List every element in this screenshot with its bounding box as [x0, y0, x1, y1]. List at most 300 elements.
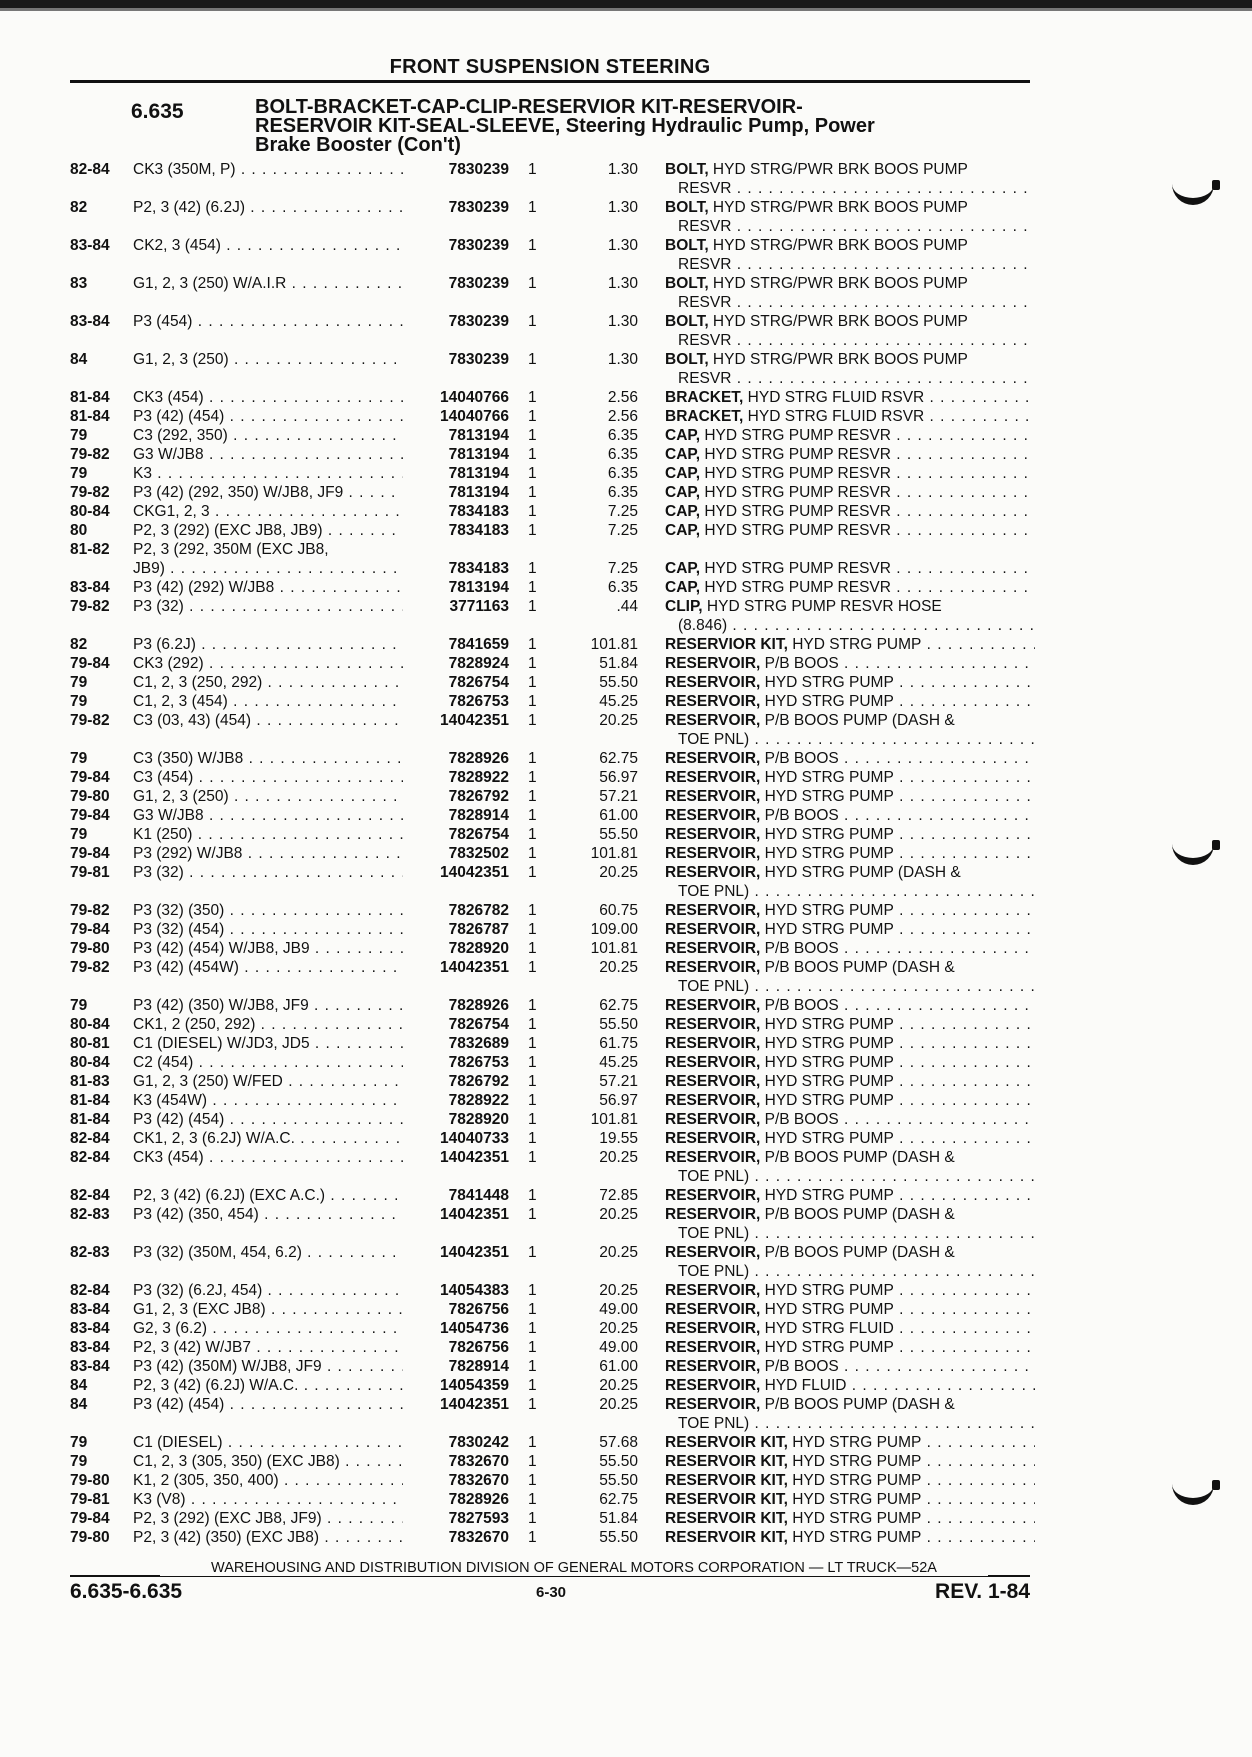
- part-number: 7828920: [448, 940, 509, 957]
- model-application: G1, 2, 3 (250) W/FED . . .: [133, 1072, 403, 1091]
- table-row: [0, 1281, 1252, 1300]
- group-description-line: BOLT-BRACKET-CAP-CLIP-RESERVIOR KIT-RESERVOIR-: [255, 96, 803, 118]
- price: 1.30: [607, 351, 638, 368]
- part-description-detail: HYD STRG FLUID RSVR: [743, 408, 925, 425]
- quantity: 1: [528, 693, 537, 710]
- model-year: 84: [70, 1396, 88, 1413]
- model-application: G1, 2, 3 (250) . . .: [133, 787, 403, 806]
- table-row: [0, 673, 1252, 692]
- quantity: 1: [528, 1244, 537, 1261]
- model-year: 79-82: [70, 959, 110, 976]
- part-description-detail: HYD STRG PUMP: [760, 1301, 894, 1318]
- model-year: 79-84: [70, 769, 110, 786]
- part-description-detail: HYD STRG PUMP: [760, 693, 894, 710]
- part-number: 7830242: [448, 1434, 509, 1451]
- table-row: [0, 1034, 1252, 1053]
- model-application: C1, 2, 3 (454) . . .: [133, 692, 403, 711]
- part-description-detail: HYD STRG PUMP RESVR HOSE: [702, 598, 942, 615]
- quantity: 1: [528, 484, 537, 501]
- price: 6.35: [607, 427, 638, 444]
- table-row: [0, 1205, 1252, 1243]
- part-description-detail: P/B BOOS PUMP (DASH &: [760, 1244, 955, 1261]
- price: 55.50: [599, 1453, 638, 1470]
- table-row: [0, 1509, 1252, 1528]
- quantity: 1: [528, 465, 537, 482]
- part-description-noun: CLIP,: [665, 598, 703, 615]
- model-year: 82: [70, 199, 88, 216]
- quantity: 1: [528, 351, 537, 368]
- model-year: 82-84: [70, 1149, 110, 1166]
- part-description-noun: RESERVOIR KIT,: [665, 1472, 788, 1489]
- model-year: 80-84: [70, 1016, 110, 1033]
- part-description-continued: TOE PNL) . . .: [678, 1262, 1035, 1281]
- part-number: 7828914: [448, 807, 509, 824]
- model-year: 82-84: [70, 1187, 110, 1204]
- part-description-detail: HYD STRG PUMP: [760, 902, 894, 919]
- quantity: 1: [528, 1377, 537, 1394]
- part-description: [665, 502, 1035, 521]
- model-application: G3 W/JB8 . . .: [133, 445, 403, 464]
- part-description: [665, 1357, 1035, 1376]
- model-year: 79-82: [70, 902, 110, 919]
- part-number: 7826792: [448, 788, 509, 805]
- model-year: 79-80: [70, 940, 110, 957]
- section-title: FRONT SUSPENSION STEERING: [389, 56, 711, 78]
- quantity: 1: [528, 161, 537, 178]
- part-description-noun: BOLT,: [665, 199, 709, 216]
- model-application: K3 (454W) . . .: [133, 1091, 403, 1110]
- price: 45.25: [599, 1054, 638, 1071]
- part-description-noun: BRACKET,: [665, 389, 744, 406]
- part-description-noun: RESERVOIR,: [665, 807, 761, 824]
- part-description-noun: BOLT,: [665, 351, 709, 368]
- part-description: [665, 1243, 1035, 1262]
- part-description-noun: CAP,: [665, 484, 701, 501]
- model-year: 81-83: [70, 1073, 110, 1090]
- model-year: 83-84: [70, 1339, 110, 1356]
- part-description-detail: HYD STRG PUMP: [760, 826, 894, 843]
- part-description-noun: CAP,: [665, 522, 701, 539]
- quantity: 1: [528, 313, 537, 330]
- quantity: 1: [528, 845, 537, 862]
- quantity: 1: [528, 1282, 537, 1299]
- part-description-detail: HYD STRG PUMP: [787, 636, 922, 653]
- part-description-continued: (8.846) . . .: [678, 616, 1035, 635]
- quantity: 1: [528, 1149, 537, 1166]
- part-description-noun: RESERVOIR KIT,: [665, 1453, 788, 1470]
- part-description-continued: TOE PNL) . . .: [678, 730, 1035, 749]
- part-description: [665, 1091, 1035, 1110]
- part-description-detail: HYD STRG PUMP: [760, 1016, 894, 1033]
- part-number: 7841659: [448, 636, 509, 653]
- part-description-noun: RESERVOIR,: [665, 1092, 761, 1109]
- model-application: P3 (32) (454) . . .: [133, 920, 403, 939]
- quantity: 1: [528, 427, 537, 444]
- part-number: 7828926: [448, 997, 509, 1014]
- group-description: [255, 98, 1015, 155]
- model-year: 83-84: [70, 237, 110, 254]
- model-year: 79: [70, 1434, 88, 1451]
- table-row: [0, 1110, 1252, 1129]
- part-description: [665, 521, 1035, 540]
- model-application: CK1, 2, 3 (6.2J) W/A.C. . . .: [133, 1129, 403, 1148]
- table-row: [0, 578, 1252, 597]
- price: 61.00: [599, 1358, 638, 1375]
- price: 57.68: [599, 1434, 638, 1451]
- part-description-noun: RESERVOIR,: [665, 845, 761, 862]
- model-application: K1 (250) . . .: [133, 825, 403, 844]
- price: 61.75: [599, 1035, 638, 1052]
- part-number: 14054359: [440, 1377, 509, 1394]
- part-description-noun: BOLT,: [665, 313, 709, 330]
- quantity: 1: [528, 807, 537, 824]
- part-number: 14040733: [440, 1130, 509, 1147]
- quantity: 1: [528, 1529, 537, 1546]
- model-year: 79: [70, 997, 88, 1014]
- price: 55.50: [599, 1472, 638, 1489]
- price: 20.25: [599, 1320, 638, 1337]
- table-row: [0, 426, 1252, 445]
- quantity: 1: [528, 750, 537, 767]
- part-description: [665, 844, 1035, 863]
- binder-clip-icon: [1170, 840, 1220, 866]
- parts-list: [0, 160, 1252, 1547]
- part-description: [665, 198, 1035, 217]
- part-description-detail: P/B BOOS: [760, 1358, 839, 1375]
- part-description-detail: HYD STRG PUMP: [760, 1073, 894, 1090]
- part-description: [665, 1148, 1035, 1167]
- part-description-detail: HYD STRG FLUID RSVR: [743, 389, 925, 406]
- model-application: C1, 2, 3 (250, 292) . . .: [133, 673, 403, 692]
- part-description-continued: TOE PNL) . . .: [678, 882, 1035, 901]
- model-application: C1, 2, 3 (305, 350) (EXC JB8) . . .: [133, 1452, 403, 1471]
- part-description-detail: HYD STRG PUMP RESVR: [700, 446, 891, 463]
- model-application: P3 (42) (454) W/JB8, JB9 . . .: [133, 939, 403, 958]
- part-description-continued: RESVR . . .: [678, 331, 1035, 350]
- model-application: P2, 3 (292, 350M (EXC JB8,: [133, 541, 329, 558]
- model-application: P3 (6.2J) . . .: [133, 635, 403, 654]
- price: 62.75: [599, 1491, 638, 1508]
- part-description-detail: HYD STRG/PWR BRK BOOS PUMP: [708, 275, 968, 292]
- table-row: [0, 749, 1252, 768]
- quantity: 1: [528, 636, 537, 653]
- part-description-detail: HYD STRG PUMP: [760, 1282, 894, 1299]
- table-row: [0, 996, 1252, 1015]
- price: 55.50: [599, 674, 638, 691]
- part-description-detail: P/B BOOS PUMP (DASH &: [760, 712, 955, 729]
- part-description: [665, 388, 1035, 407]
- price: 57.21: [599, 1073, 638, 1090]
- model-year: 81-82: [70, 541, 110, 558]
- part-description-noun: RESERVOIR KIT,: [665, 1491, 788, 1508]
- table-row: [0, 1015, 1252, 1034]
- part-description-noun: RESERVOIR KIT,: [665, 1529, 788, 1546]
- part-description-noun: RESERVOIR,: [665, 769, 761, 786]
- part-number: 7828924: [448, 655, 509, 672]
- part-description-detail: P/B BOOS PUMP (DASH &: [760, 959, 955, 976]
- part-description: [665, 673, 1035, 692]
- part-description-detail: HYD STRG PUMP RESVR: [700, 522, 891, 539]
- price: 2.56: [607, 408, 638, 425]
- part-description-detail: HYD STRG PUMP: [787, 1453, 922, 1470]
- model-application: G3 W/JB8 . . .: [133, 806, 403, 825]
- part-description-detail: HYD STRG/PWR BRK BOOS PUMP: [708, 199, 968, 216]
- part-description-continued: TOE PNL) . . .: [678, 1224, 1035, 1243]
- quantity: 1: [528, 864, 537, 881]
- price: 61.00: [599, 807, 638, 824]
- part-description: [665, 1376, 1035, 1395]
- part-description-detail: P/B BOOS PUMP (DASH &: [760, 1206, 955, 1223]
- table-row: [0, 1376, 1252, 1395]
- part-description: [665, 1072, 1035, 1091]
- part-description-noun: CAP,: [665, 427, 701, 444]
- price: 20.25: [599, 1244, 638, 1261]
- part-description: [665, 863, 1035, 882]
- model-year: 83-84: [70, 1358, 110, 1375]
- model-year: 80-84: [70, 503, 110, 520]
- quantity: 1: [528, 1434, 537, 1451]
- part-description: [665, 920, 1035, 939]
- part-description-noun: RESERVOIR,: [665, 1339, 761, 1356]
- price: 51.84: [599, 1510, 638, 1527]
- model-year: 79: [70, 465, 88, 482]
- model-application: CK3 (292) . . .: [133, 654, 403, 673]
- part-description-noun: BRACKET,: [665, 408, 744, 425]
- model-application: G1, 2, 3 (EXC JB8) . . .: [133, 1300, 403, 1319]
- table-row: [0, 407, 1252, 426]
- price: 101.81: [590, 845, 638, 862]
- price: 6.35: [607, 484, 638, 501]
- part-number: 7826787: [448, 921, 509, 938]
- part-number: 7834183: [448, 522, 509, 539]
- table-row: [0, 901, 1252, 920]
- part-description-noun: RESERVOIR,: [665, 997, 761, 1014]
- part-description: [665, 559, 1035, 578]
- part-number: 7828926: [448, 750, 509, 767]
- table-row: [0, 521, 1252, 540]
- model-year: 84: [70, 351, 88, 368]
- model-application: CK3 (350M, P) . . .: [133, 160, 403, 179]
- table-row: [0, 1528, 1252, 1547]
- part-description: [665, 1509, 1035, 1528]
- part-description-detail: HYD STRG PUMP: [787, 1510, 922, 1527]
- model-year: 79: [70, 1453, 88, 1470]
- price: 20.25: [599, 1377, 638, 1394]
- group-description-line: RESERVOIR KIT-SEAL-SLEEVE, Steering Hydraulic Pump, Power: [255, 115, 875, 137]
- part-number: 7826753: [448, 693, 509, 710]
- model-application: CK3 (454) . . .: [133, 1148, 403, 1167]
- part-description: [665, 160, 1035, 179]
- model-year: 79-81: [70, 864, 110, 881]
- model-application: C3 (292, 350) . . .: [133, 426, 403, 445]
- model-application: CK3 (454) . . .: [133, 388, 403, 407]
- part-description-noun: CAP,: [665, 465, 701, 482]
- part-description-detail: HYD STRG PUMP: [760, 769, 894, 786]
- model-year: 80: [70, 522, 88, 539]
- table-row: [0, 1243, 1252, 1281]
- model-year: 79-84: [70, 655, 110, 672]
- model-application: P3 (42) (350) W/JB8, JF9 . . .: [133, 996, 403, 1015]
- model-year: 79-80: [70, 1472, 110, 1489]
- price: 49.00: [599, 1301, 638, 1318]
- top-scan-band-shadow: [0, 8, 1252, 11]
- part-description: [665, 825, 1035, 844]
- model-application: P3 (42) (350, 454) . . .: [133, 1205, 403, 1224]
- part-number: 7813194: [448, 446, 509, 463]
- part-description: [665, 350, 1035, 369]
- quantity: 1: [528, 826, 537, 843]
- quantity: 1: [528, 1073, 537, 1090]
- quantity: 1: [528, 522, 537, 539]
- part-description: [665, 1205, 1035, 1224]
- part-description-detail: HYD FLUID: [760, 1377, 847, 1394]
- part-description-noun: RESERVOIR,: [665, 1054, 761, 1071]
- part-description: [665, 1034, 1035, 1053]
- table-row: [0, 559, 1252, 578]
- part-description-detail: HYD STRG PUMP RESVR: [700, 465, 891, 482]
- price: 51.84: [599, 655, 638, 672]
- price: 1.30: [607, 237, 638, 254]
- top-scan-band: [0, 0, 1252, 8]
- model-application: P3 (42) (292) W/JB8 . . .: [133, 578, 403, 597]
- table-row: [0, 1091, 1252, 1110]
- part-description-noun: RESERVOIR,: [665, 902, 761, 919]
- part-description-noun: RESERVOIR,: [665, 1206, 761, 1223]
- part-number: 7813194: [448, 579, 509, 596]
- price: 62.75: [599, 750, 638, 767]
- model-application: P2, 3 (42) (6.2J) (EXC A.C.) . . .: [133, 1186, 403, 1205]
- model-application: P3 (32) (350M, 454, 6.2) . . .: [133, 1243, 403, 1262]
- model-year: 79: [70, 693, 88, 710]
- group-number: 6.635: [131, 100, 184, 123]
- part-description: [665, 939, 1035, 958]
- model-application: C3 (350) W/JB8 . . .: [133, 749, 403, 768]
- part-number: 7828926: [448, 1491, 509, 1508]
- part-number: 7813194: [448, 484, 509, 501]
- part-description-noun: RESERVOIR,: [665, 1320, 761, 1337]
- title-rule: [70, 80, 1030, 83]
- table-row: [0, 825, 1252, 844]
- part-description-noun: RESERVOIR,: [665, 1130, 761, 1147]
- part-description-noun: BOLT,: [665, 237, 709, 254]
- quantity: 1: [528, 503, 537, 520]
- part-description-detail: HYD STRG PUMP: [760, 1054, 894, 1071]
- price: 109.00: [590, 921, 638, 938]
- price: 20.25: [599, 864, 638, 881]
- part-number: 7832502: [448, 845, 509, 862]
- quantity: 1: [528, 446, 537, 463]
- part-number: 14042351: [440, 1244, 509, 1261]
- part-number: 7826782: [448, 902, 509, 919]
- part-description-noun: RESERVOIR,: [665, 1282, 761, 1299]
- price: 1.30: [607, 313, 638, 330]
- table-row: [0, 1471, 1252, 1490]
- table-row: [0, 1186, 1252, 1205]
- table-row: [0, 844, 1252, 863]
- part-description-detail: HYD STRG PUMP: [760, 1130, 894, 1147]
- part-number: 7830239: [448, 199, 509, 216]
- quantity: 1: [528, 1491, 537, 1508]
- part-description-detail: HYD STRG PUMP (DASH &: [760, 864, 961, 881]
- part-description: [665, 787, 1035, 806]
- table-row: [0, 198, 1252, 236]
- price: 101.81: [590, 636, 638, 653]
- model-application: P3 (32) . . .: [133, 863, 403, 882]
- table-row: [0, 1395, 1252, 1433]
- part-description-noun: RESERVOIR KIT,: [665, 1434, 788, 1451]
- table-row: [0, 863, 1252, 901]
- table-row: [0, 1053, 1252, 1072]
- part-description-detail: HYD STRG PUMP: [787, 1529, 922, 1546]
- part-description-noun: RESERVOIR,: [665, 959, 761, 976]
- part-description-detail: HYD STRG PUMP: [760, 788, 894, 805]
- part-description: [665, 711, 1035, 730]
- part-description-continued: TOE PNL) . . .: [678, 1414, 1035, 1433]
- part-description-noun: RESERVOIR,: [665, 921, 761, 938]
- quantity: 1: [528, 1358, 537, 1375]
- model-year: 79: [70, 750, 88, 767]
- model-year: 79-84: [70, 845, 110, 862]
- table-row: [0, 1490, 1252, 1509]
- model-year: 79: [70, 427, 88, 444]
- footer-revision: REV. 1-84: [935, 1580, 1030, 1603]
- model-application: P2, 3 (42) W/JB7 . . .: [133, 1338, 403, 1357]
- quantity: 1: [528, 560, 537, 577]
- quantity: 1: [528, 1016, 537, 1033]
- part-description-noun: CAP,: [665, 446, 701, 463]
- quantity: 1: [528, 921, 537, 938]
- part-number: 7826754: [448, 826, 509, 843]
- quantity: 1: [528, 940, 537, 957]
- binder-clip-icon: [1170, 1480, 1220, 1506]
- model-application: C1 (DIESEL) . . .: [133, 1433, 403, 1452]
- model-year: 79-80: [70, 788, 110, 805]
- quantity: 1: [528, 769, 537, 786]
- price: 55.50: [599, 826, 638, 843]
- model-application: P3 (454) . . .: [133, 312, 403, 331]
- part-number: 7826756: [448, 1339, 509, 1356]
- table-row: [0, 806, 1252, 825]
- model-application: CKG1, 2, 3 . . .: [133, 502, 403, 521]
- part-description: [665, 768, 1035, 787]
- quantity: 1: [528, 389, 537, 406]
- quantity: 1: [528, 712, 537, 729]
- model-year: 81-84: [70, 389, 110, 406]
- quantity: 1: [528, 1130, 537, 1147]
- model-year: 83-84: [70, 1320, 110, 1337]
- table-row: [0, 464, 1252, 483]
- quantity: 1: [528, 1510, 537, 1527]
- model-application: C2 (454) . . .: [133, 1053, 403, 1072]
- price: 20.25: [599, 712, 638, 729]
- part-number: 7826754: [448, 1016, 509, 1033]
- part-number: 7813194: [448, 427, 509, 444]
- quantity: 1: [528, 902, 537, 919]
- table-row: [0, 939, 1252, 958]
- table-row: [0, 920, 1252, 939]
- part-number: 7834183: [448, 503, 509, 520]
- model-application: CK1, 2 (250, 292) . . .: [133, 1015, 403, 1034]
- model-year: 79-82: [70, 484, 110, 501]
- part-description: [665, 407, 1035, 426]
- model-year: 80-81: [70, 1035, 110, 1052]
- part-description-detail: HYD STRG PUMP RESVR: [700, 427, 891, 444]
- price: 56.97: [599, 769, 638, 786]
- table-row: [0, 654, 1252, 673]
- part-description: [665, 1433, 1035, 1452]
- table-row: [0, 312, 1252, 350]
- part-description-continued: RESVR . . .: [678, 179, 1035, 198]
